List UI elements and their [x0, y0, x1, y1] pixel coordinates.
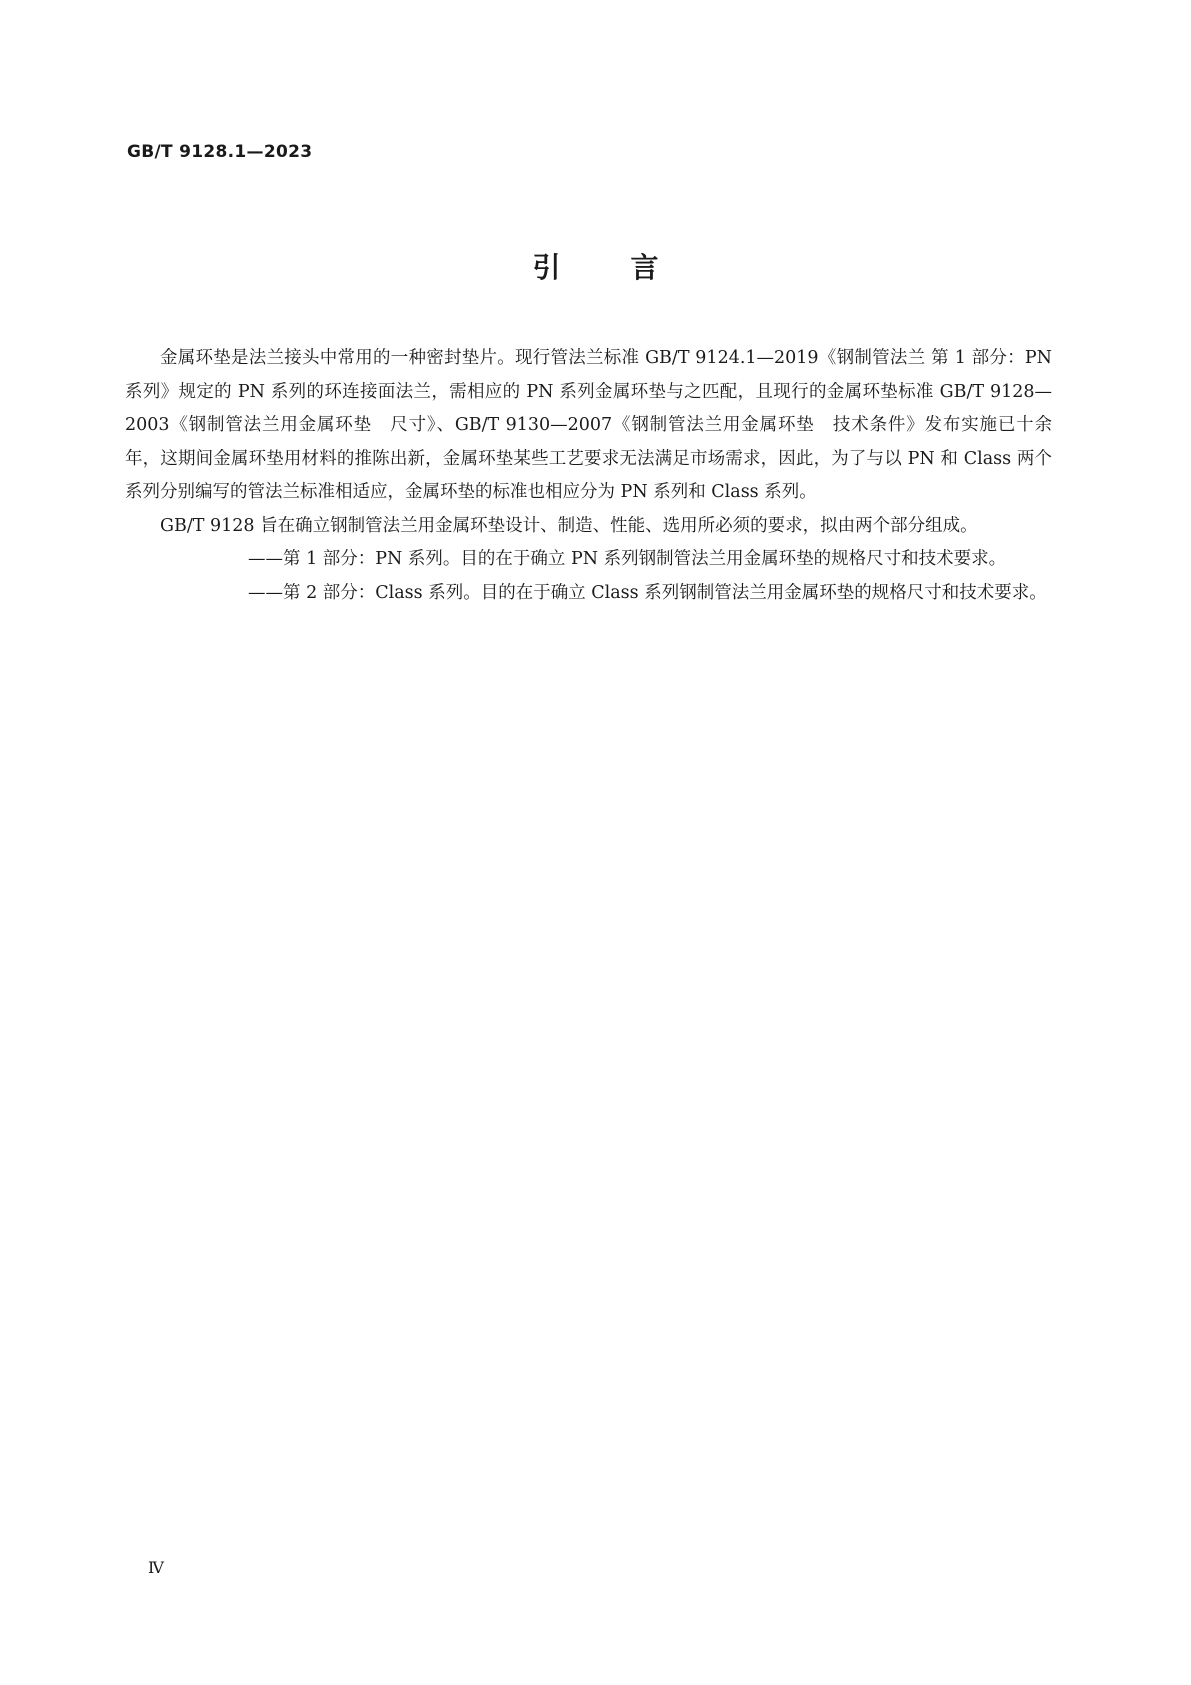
intro-paragraph-1: 金属环垫是法兰接头中常用的一种密封垫片。现行管法兰标准 GB/T 9124.1—2019《钢制管法兰 第 1 部分：PN 系列》规定的 PN 系列的环连接面法兰，需相应的 PN 系列金属环垫与之匹配，且现行的金属环垫标准 GB/T 9128—2003《钢制管法兰用金属环垫 尺寸》、GB/T 9130—2007《钢制管法兰用金属环垫 技术条件》发布实施已十余年，这期间金属环垫用材料的推陈出新，金属环垫某些工艺要求无法满足市场需求，因此，为了与以 PN 和 Class 两个系列分别编写的管法兰标准相适应，金属环垫的标准也相应分为 PN 系列和 Class 系列。 [125, 348, 1052, 502]
standard-code: GB/T 9128.1—2023 [127, 142, 313, 162]
intro-paragraph-2: GB/T 9128 旨在确立钢制管法兰用金属环垫设计、制造、性能、选用所必须的要求，拟由两个部分组成。 [160, 515, 978, 536]
list-item-part-2: ——第 2 部分：Class 系列。目的在于确立 Class 系列钢制管法兰用金属环垫的规格尺寸和技术要求。 [248, 582, 1047, 603]
page-number: Ⅳ [148, 1558, 164, 1577]
document-body [125, 342, 1052, 610]
page-title: 引言 [532, 251, 729, 284]
list-item-part-1: ——第 1 部分：PN 系列。目的在于确立 PN 系列钢制管法兰用金属环垫的规格尺寸和技术要求。 [248, 549, 1007, 569]
